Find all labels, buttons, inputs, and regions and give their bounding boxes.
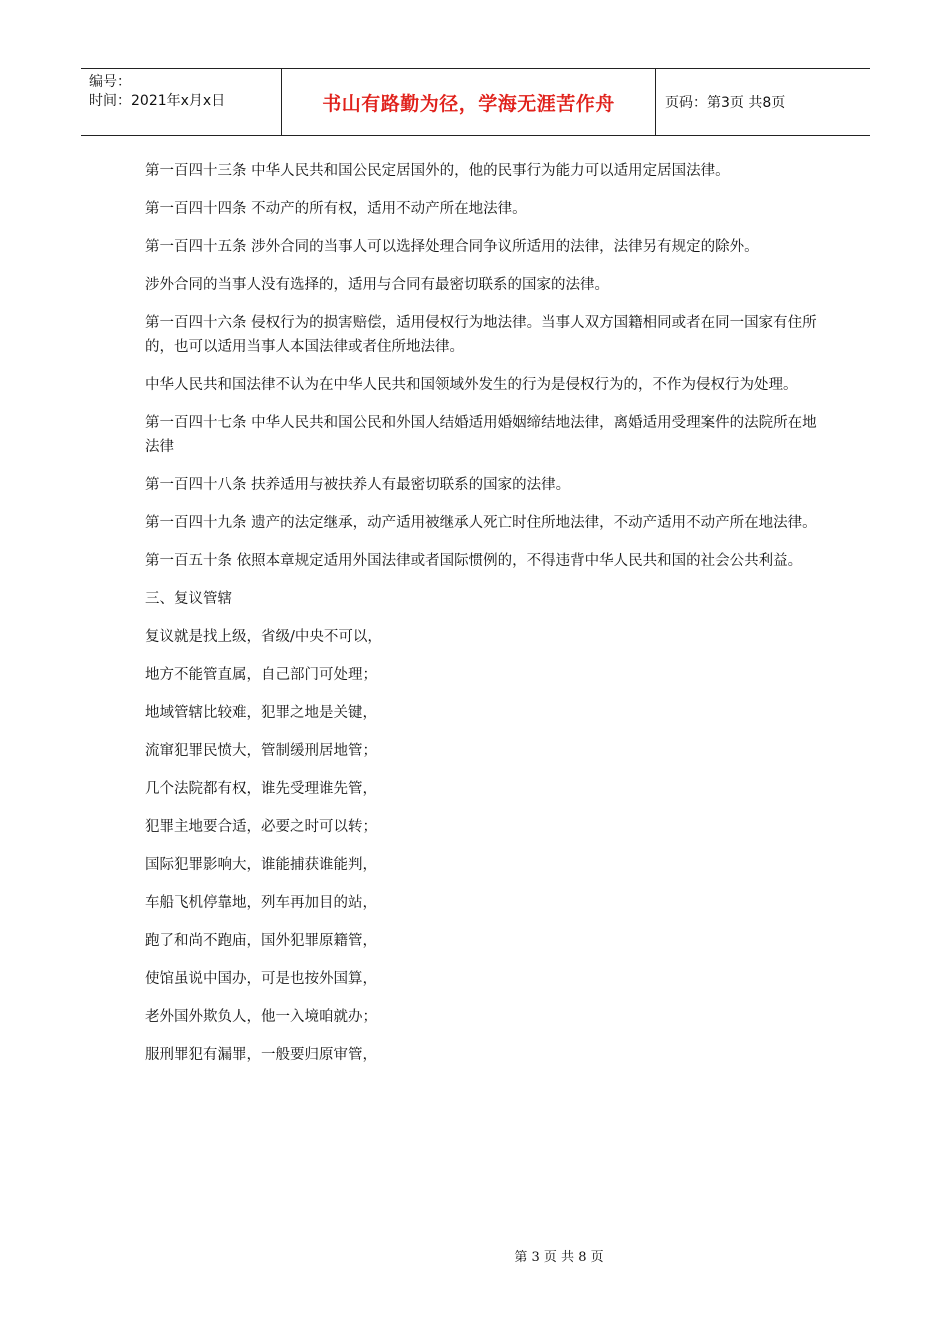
paragraph: 第一百四十四条 不动产的所有权，适用不动产所在地法律。 (145, 201, 527, 217)
paragraph: 第一百四十七条 中华人民共和国公民和外国人结婚适用婚姻缔结地法律，离婚适用受理案件的法院所在地法律 (145, 415, 817, 455)
document-body (145, 159, 825, 1081)
verse-line: 国际犯罪影响大，谁能捕获谁能判， (145, 857, 377, 873)
page-footer: 第 3 页 共 8 页 (514, 1250, 604, 1265)
paragraph: 第一百四十八条 扶养适用与被扶养人有最密切联系的国家的法律。 (145, 477, 571, 493)
section-heading: 三、复议管辖 (145, 591, 232, 607)
verse-line: 跑了和尚不跑庙，国外犯罪原籍管， (145, 933, 377, 949)
verse-line: 老外国外欺负人，他一入境咱就办； (145, 1009, 377, 1025)
paragraph: 第一百五十条 依照本章规定适用外国法律或者国际惯例的，不得违背中华人民共和国的社会公共利益。 (145, 553, 803, 569)
verse-line: 流窜犯罪民愤大，管制缓刑居地管； (145, 743, 377, 759)
verse-line: 使馆虽说中国办，可是也按外国算， (145, 971, 377, 987)
header-meta (81, 69, 282, 135)
paragraph: 第一百四十五条 涉外合同的当事人可以选择处理合同争议所适用的法律，法律另有规定的除外。 (145, 239, 759, 255)
header-motto: 书山有路勤为径，学海无涯苦作舟 (282, 69, 656, 135)
page-header (81, 68, 870, 136)
paragraph: 第一百四十三条 中华人民共和国公民定居国外的，他的民事行为能力可以适用定居国法律。 (145, 163, 730, 179)
verse-line: 服刑罪犯有漏罪，一般要归原审管， (145, 1047, 377, 1063)
paragraph: 涉外合同的当事人没有选择的，适用与合同有最密切联系的国家的法律。 (145, 277, 609, 293)
verse-line: 地方不能管直属，自己部门可处理； (145, 667, 377, 683)
paragraph: 第一百四十九条 遗产的法定继承，动产适用被继承人死亡时住所地法律，不动产适用不动产所在地法律。 (145, 515, 817, 531)
verse-line: 几个法院都有权，谁先受理谁先管， (145, 781, 377, 797)
document-number: 编号： (89, 74, 131, 90)
paragraph: 中华人民共和国法律不认为在中华人民共和国领域外发生的行为是侵权行为的，不作为侵权行为处理。 (145, 377, 798, 393)
verse-line: 车船飞机停靠地，列车再加目的站， (145, 895, 377, 911)
verse-line: 地域管辖比较难，犯罪之地是关键， (145, 705, 377, 721)
verse-line: 复议就是找上级，省级/中央不可以， (145, 629, 382, 645)
verse-line: 犯罪主地要合适，必要之时可以转； (145, 819, 377, 835)
header-page-info: 页码：第3页 共8页 (665, 95, 786, 111)
document-time: 时间：2021年x月x日 (89, 93, 226, 109)
paragraph: 第一百四十六条 侵权行为的损害赔偿，适用侵权行为地法律。当事人双方国籍相同或者在同一国家有住所的，也可以适用当事人本国法律或者住所地法律。 (145, 315, 817, 355)
